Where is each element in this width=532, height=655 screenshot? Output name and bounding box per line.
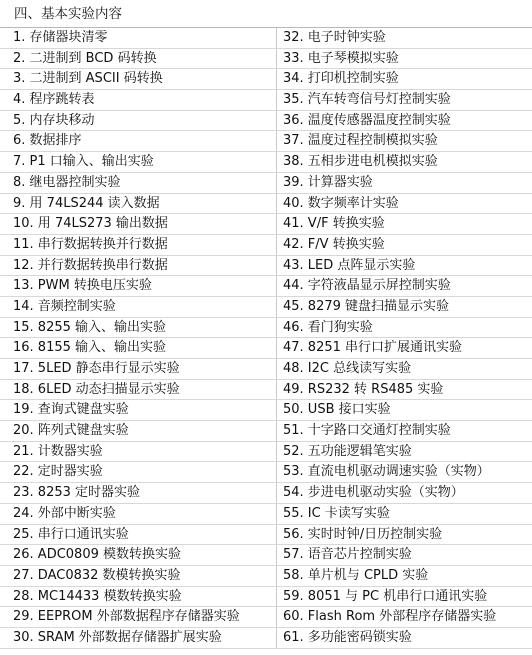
experiment-item: 52. 五功能逻辑笔实验 — [283, 443, 412, 459]
experiment-item: 21. 计数器实验 — [13, 443, 103, 459]
table-row[interactable] — [0, 380, 277, 401]
experiment-item: 26. ADC0809 模数转换实验 — [13, 547, 182, 563]
table-row[interactable] — [0, 214, 277, 235]
experiment-item: 15. 8255 输入、输出实验 — [13, 319, 167, 335]
experiment-item: 23. 8253 定时器实验 — [13, 485, 141, 501]
experiment-item: 37. 温度过程控制模拟实验 — [283, 133, 438, 149]
table-row[interactable] — [0, 628, 277, 649]
experiment-item: 40. 数字频率计实验 — [283, 195, 399, 211]
table-row[interactable] — [0, 607, 277, 628]
experiment-item: 7. P1 口输入、输出实验 — [13, 154, 154, 170]
experiment-item: 14. 音频控制实验 — [13, 298, 116, 314]
table-row[interactable] — [277, 131, 532, 152]
table-row[interactable] — [277, 194, 532, 215]
table-row[interactable] — [0, 297, 277, 318]
table-row[interactable] — [277, 483, 532, 504]
experiment-item: 42. F/V 转换实验 — [283, 236, 385, 252]
table-row[interactable] — [0, 318, 277, 339]
table-row[interactable] — [0, 421, 277, 442]
experiment-item: 30. SRAM 外部数据存储器扩展实验 — [13, 629, 222, 645]
experiment-item: 1. 存储器块清零 — [13, 30, 108, 45]
table-row[interactable] — [0, 338, 277, 359]
experiment-item: 38. 五相步进电机模拟实验 — [283, 154, 438, 170]
table-row[interactable] — [0, 69, 277, 90]
experiment-item: 5. 内存块移动 — [13, 112, 95, 128]
table-row[interactable] — [277, 28, 532, 49]
experiment-item: 13. PWM 转换电压实验 — [13, 278, 152, 294]
table-row[interactable] — [0, 111, 277, 132]
table-row[interactable] — [0, 276, 277, 297]
experiment-item: 17. 5LED 静态串行显示实验 — [13, 361, 180, 376]
experiment-item: 35. 汽车转弯信号灯控制实验 — [283, 92, 451, 108]
table-row[interactable] — [277, 256, 532, 277]
experiment-item: 48. I2C 总线读写实验 — [283, 361, 412, 376]
experiment-item: 3. 二进制到 ASCII 码转换 — [13, 71, 163, 87]
table-row[interactable] — [0, 90, 277, 111]
experiment-item: 29. EEPROM 外部数据程序存储器实验 — [13, 609, 240, 625]
table-row[interactable] — [0, 152, 277, 173]
table-row[interactable] — [0, 256, 277, 277]
table-row[interactable] — [0, 545, 277, 566]
table-row[interactable] — [0, 442, 277, 463]
experiment-item: 41. V/F 转换实验 — [283, 216, 385, 232]
experiment-item: 58. 单片机与 CPLD 实验 — [283, 567, 429, 583]
table-row[interactable] — [277, 400, 532, 421]
experiment-item: 28. MC14433 模数转换实验 — [13, 588, 182, 604]
table-row[interactable] — [0, 131, 277, 152]
experiment-item: 8. 继电器控制实验 — [13, 174, 121, 190]
table-row[interactable] — [0, 504, 277, 525]
table-row[interactable] — [277, 628, 532, 649]
table-row[interactable] — [277, 49, 532, 70]
table-row[interactable] — [277, 359, 532, 380]
table-row[interactable] — [0, 483, 277, 504]
table-row[interactable] — [277, 173, 532, 194]
experiment-item: 49. RS232 转 RS485 实验 — [283, 381, 444, 397]
table-row[interactable] — [277, 421, 532, 442]
section-title: 四、基本实验内容 — [14, 6, 122, 22]
experiment-item: 22. 定时器实验 — [13, 464, 103, 480]
experiment-item: 20. 阵列式键盘实验 — [13, 423, 129, 439]
experiment-list-right — [277, 28, 532, 649]
table-row[interactable] — [277, 525, 532, 546]
experiment-item: 50. USB 接口实验 — [283, 402, 391, 418]
experiment-item: 16. 8155 输入、输出实验 — [13, 340, 167, 356]
table-row[interactable] — [0, 566, 277, 587]
table-row[interactable] — [0, 49, 277, 70]
experiment-item: 46. 看门狗实验 — [283, 319, 373, 335]
experiment-item: 57. 语音芯片控制实验 — [283, 547, 412, 563]
experiment-item: 43. LED 点阵显示实验 — [283, 257, 416, 273]
experiment-item: 10. 用 74LS273 输出数据 — [13, 216, 168, 232]
table-row[interactable] — [0, 173, 277, 194]
table-row[interactable] — [0, 28, 277, 49]
table-row[interactable] — [0, 235, 277, 256]
experiment-item: 2. 二进制到 BCD 码转换 — [13, 50, 157, 66]
table-row[interactable] — [277, 545, 532, 566]
table-row[interactable] — [277, 152, 532, 173]
experiment-item: 34. 打印机控制实验 — [283, 71, 399, 87]
experiment-item: 27. DAC0832 数模转换实验 — [13, 567, 181, 583]
experiment-item: 53. 直流电机驱动调速实验（实物） — [283, 464, 490, 480]
experiment-item: 11. 串行数据转换并行数据 — [13, 236, 168, 252]
experiment-item: 33. 电子琴模拟实验 — [283, 50, 399, 66]
experiment-item: 25. 串行口通讯实验 — [13, 526, 129, 542]
experiment-item: 47. 8251 串行口扩展通讯实验 — [283, 340, 463, 356]
table-row[interactable] — [0, 194, 277, 215]
table-row[interactable] — [277, 318, 532, 339]
table-row[interactable] — [277, 380, 532, 401]
table-row[interactable] — [277, 69, 532, 90]
table-row[interactable] — [277, 276, 532, 297]
experiment-item: 51. 十字路口交通灯控制实验 — [283, 423, 451, 439]
table-row[interactable] — [277, 504, 532, 525]
table-row[interactable] — [277, 90, 532, 111]
table-row[interactable] — [277, 607, 532, 628]
experiment-item: 60. Flash Rom 外部程序存储器实验 — [283, 609, 497, 625]
table-row[interactable] — [277, 214, 532, 235]
table-row[interactable] — [277, 111, 532, 132]
experiment-item: 9. 用 74LS244 读入数据 — [13, 195, 160, 211]
table-row[interactable] — [0, 359, 277, 380]
experiment-item: 19. 查询式键盘实验 — [13, 402, 129, 418]
experiment-item: 32. 电子时钟实验 — [283, 30, 386, 45]
table-row[interactable] — [277, 462, 532, 483]
experiment-item: 36. 温度传感器温度控制实验 — [283, 112, 451, 128]
table-row[interactable] — [0, 587, 277, 608]
experiment-item: 18. 6LED 动态扫描显示实验 — [13, 381, 180, 397]
experiment-item: 61. 多功能密码锁实验 — [283, 629, 412, 645]
table-row[interactable] — [0, 462, 277, 483]
table-row[interactable] — [0, 525, 277, 546]
experiment-item: 55. IC 卡读写实验 — [283, 505, 390, 521]
experiment-item: 6. 数据排序 — [13, 133, 82, 149]
table-row[interactable] — [277, 338, 532, 359]
experiment-item: 56. 实时时钟/日历控制实验 — [283, 526, 443, 542]
experiment-item: 45. 8279 键盘扫描显示实验 — [283, 298, 450, 314]
table-row[interactable] — [277, 235, 532, 256]
experiment-item: 54. 步进电机驱动实验（实物） — [283, 485, 464, 501]
experiment-item: 24. 外部中断实验 — [13, 505, 116, 521]
experiment-item: 44. 字符液晶显示屏控制实验 — [283, 278, 451, 294]
experiment-list-left — [0, 28, 277, 649]
experiment-item: 39. 计算器实验 — [283, 174, 373, 190]
table-row[interactable] — [277, 442, 532, 463]
section-title-row[interactable] — [0, 0, 532, 28]
table-row[interactable] — [277, 566, 532, 587]
experiment-item: 12. 并行数据转换串行数据 — [13, 257, 168, 273]
table-row[interactable] — [0, 400, 277, 421]
table-row[interactable] — [277, 587, 532, 608]
experiment-item: 4. 程序跳转表 — [13, 92, 95, 108]
experiment-item: 59. 8051 与 PC 机串行口通讯实验 — [283, 588, 488, 604]
table-row[interactable] — [277, 297, 532, 318]
